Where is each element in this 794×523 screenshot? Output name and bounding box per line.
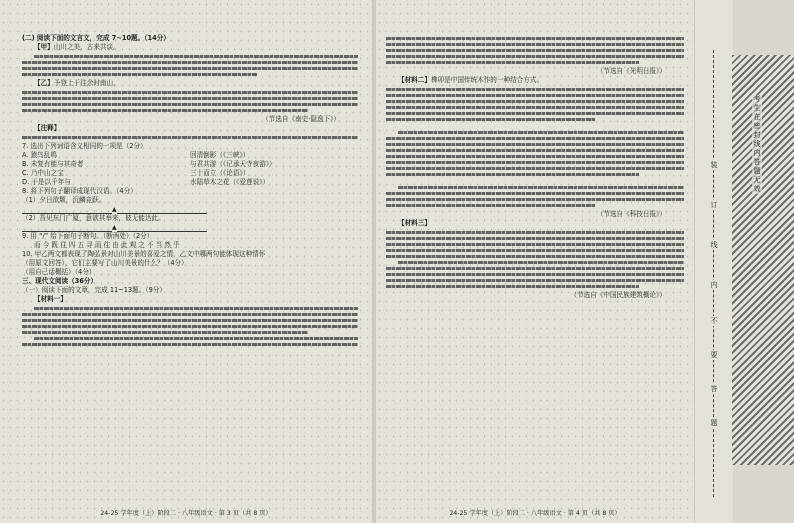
binding-char: 要 — [708, 350, 720, 360]
binding-char: 内 — [708, 280, 720, 290]
left-page — [0, 0, 372, 523]
text-line — [22, 67, 358, 70]
text-line — [22, 319, 358, 322]
question-9: 9. 用 “/” 给下面句子断句。（断两处）（2分） — [22, 232, 154, 240]
text-line — [386, 273, 684, 276]
text-line — [386, 143, 684, 146]
material-1-start: 【材料一】 — [34, 295, 67, 303]
text-line — [22, 97, 358, 100]
binding-char: 装 — [708, 160, 720, 170]
text-line — [386, 100, 684, 103]
passage-b-source: （节选自《南史·隐逸下》） — [262, 115, 340, 123]
text-line — [386, 285, 639, 288]
material-3-start: 【材料三】 — [398, 219, 431, 227]
text-line — [22, 91, 358, 94]
text-line — [386, 94, 684, 97]
text-line — [386, 137, 684, 140]
text-line — [22, 343, 358, 346]
text-line — [386, 106, 684, 109]
text-line — [398, 261, 684, 264]
binding-margin — [694, 0, 733, 523]
text-line — [386, 231, 684, 234]
binding-dashed-line — [713, 50, 714, 497]
right-page — [376, 0, 694, 523]
passage-b-start: 【乙】予登上于往余时南山， — [34, 79, 120, 87]
q9-sentence: 而 今 既 往 四 五 寻 而 往 由 此 观 之 不 当 然 乎 — [34, 241, 180, 249]
text-line — [398, 186, 684, 189]
question-10-cont: （用原文回答），它们主要写了山川美景的什么？（4分） — [22, 259, 188, 267]
binding-char: 不 — [708, 316, 720, 326]
text-line — [386, 88, 684, 91]
text-line — [386, 255, 684, 258]
text-line — [386, 118, 595, 121]
text-line — [386, 37, 684, 40]
text-line — [386, 61, 639, 64]
classical-heading: (二) 阅读下面的文言文，完成 7~10题。（14分） — [22, 34, 170, 42]
text-line — [386, 43, 684, 46]
text-line — [386, 192, 684, 195]
binding-char: 线 — [708, 240, 720, 250]
text-line — [22, 73, 257, 76]
text-line — [386, 49, 684, 52]
question-10: 10. 甲乙两文都表现了陶弘景对山川美景的喜爱之情，乙文中哪两句能体现这种情怀 — [22, 250, 266, 258]
text-line — [34, 307, 358, 310]
text-line — [386, 237, 684, 240]
page-footer-right: 24-25 学年度（上）阶段二 · 八年级语文 · 第 4 页（共 8 页） — [449, 510, 621, 517]
answer-blank: ▲ — [22, 223, 358, 232]
text-line — [386, 55, 684, 58]
text-line — [386, 279, 684, 282]
material-3-source: （节选自《中国民族建筑概论》） — [570, 291, 666, 299]
q8-item-1: （1）夕日欲颓，沉鳞竞跃。 — [22, 196, 106, 204]
text-line — [386, 198, 684, 201]
text-line — [386, 243, 684, 246]
material-1-source: （节选自《光明日报》） — [596, 67, 666, 75]
note-start: 【注释】 — [34, 124, 61, 132]
binding-char: 题 — [708, 418, 720, 428]
q7-option-a: A. 猿鸟乱鸣 回清倒影（《三峡》） — [22, 151, 250, 159]
section-3-heading: 三、现代文阅读（36分） — [22, 277, 98, 285]
text-line — [386, 267, 684, 270]
q7-option-c: C. 乃中山之宝 三十而立（《论语》） — [22, 169, 250, 177]
text-line — [386, 167, 684, 170]
q7-option-b: B. 未复有能与其奇者 与君共游（《记承天寺夜游》） — [22, 160, 276, 168]
text-line — [22, 331, 308, 334]
text-line — [22, 103, 358, 106]
passage-a-start: 【甲】山川之美，古来共谈。 — [34, 43, 120, 51]
q7-option-d: D. 于是以千年与 水陆草木之花（《爱莲说》） — [22, 178, 270, 186]
text-line — [386, 155, 684, 158]
binding-char: 答 — [708, 384, 720, 394]
answer-blank: ▲ — [22, 205, 358, 214]
question-10-paren: （用自己话概括）（4分） — [22, 268, 96, 276]
text-line — [22, 325, 358, 328]
text-line — [398, 131, 684, 134]
text-line — [386, 249, 684, 252]
question-7: 7. 选出下列词语含义相同的一项是（2分） — [22, 142, 147, 150]
material-2-source: （节选自《科技日报》） — [596, 210, 666, 218]
text-line — [386, 149, 684, 152]
page-footer-left: 24-25 学年度（上）阶段二 · 八年级语文 · 第 3 页（共 8 页） — [100, 510, 272, 517]
text-line — [386, 204, 595, 207]
material-2-start: 【材料二】榫卯是中国传统木作的一种结合方式。 — [398, 76, 544, 84]
question-8: 8. 将下列句子翻译成现代汉语。（4分） — [22, 187, 137, 195]
text-line — [386, 173, 639, 176]
text-line — [22, 313, 358, 316]
binding-char: 订 — [708, 200, 720, 210]
text-line — [22, 109, 308, 112]
subsection-1-heading: （一）阅读下面的文章，完成 11~13题。（9分） — [22, 286, 166, 294]
seal-area-note: 考生在密封线内答题无效 — [753, 95, 761, 193]
text-line — [386, 112, 684, 115]
text-line — [34, 55, 358, 58]
hatched-seal-area — [732, 55, 794, 465]
q8-item-2: （2）吾见东门广厦，意欲其举来，彼无能达此。 — [22, 214, 165, 222]
text-line — [22, 136, 358, 139]
text-line — [34, 337, 358, 340]
text-line — [386, 161, 684, 164]
text-line — [22, 61, 358, 64]
